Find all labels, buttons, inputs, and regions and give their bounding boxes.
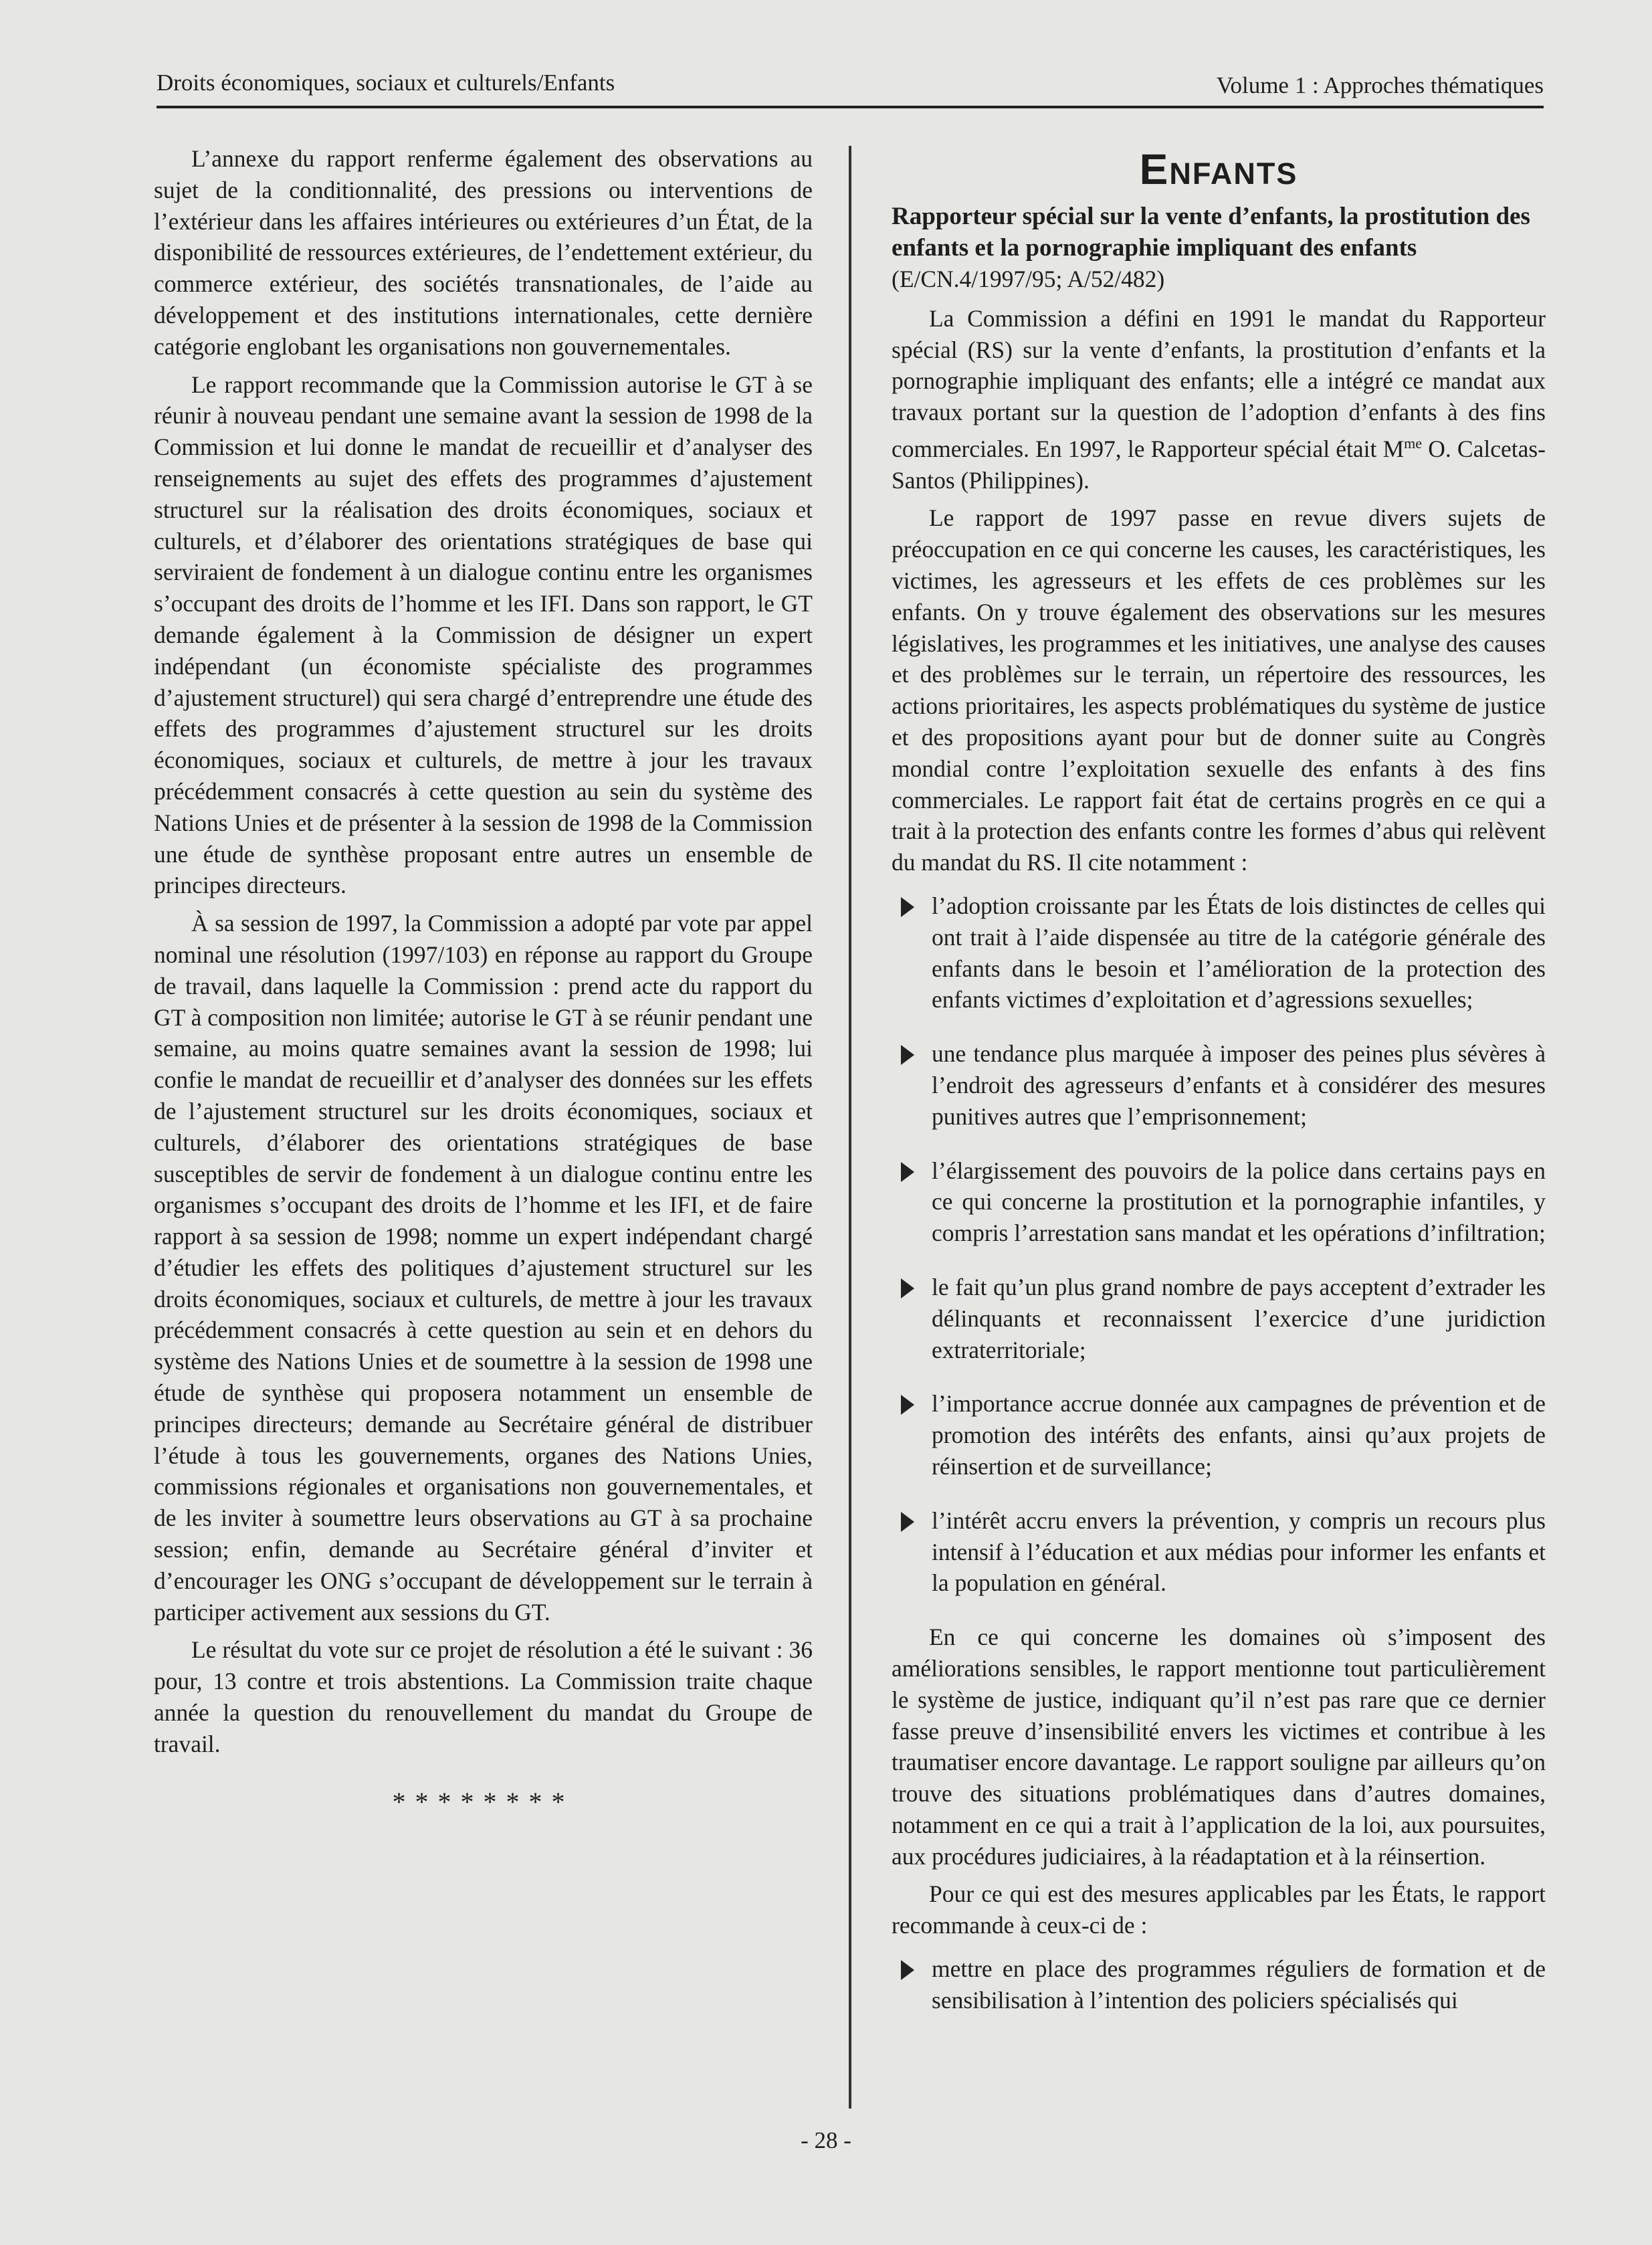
list-item bbox=[892, 1953, 1546, 2016]
triangle-bullet-icon bbox=[901, 1278, 914, 1298]
list-item bbox=[892, 1155, 1546, 1249]
right-paragraph-2: Le rapport de 1997 passe en revue divers sujets de préoccupation en ce qui concerne les causes, les caractéristiques, les victimes, les agresseurs et les effets de ces problèmes sur les enfants. On y trouve également des observations sur les mesures législatives, les programmes et les initiatives, une analyse des causes et des problèmes sur le terrain, un répertoire des ressources, les actions prioritaires, les aspects problématiques du système de justice et des propositions ayant pour but de donner suite au Congrès mondial contre l’exploitation sexuelle des enfants à des fins commerciales. Le rapport fait état de certains progrès en ce qui a trait à la protection des enfants contre les formes d’abus qui relèvent du mandat du RS. Il cite notamment : bbox=[892, 504, 1546, 876]
list-item bbox=[892, 1038, 1546, 1132]
list-item-text: le fait qu’un plus grand nombre de pays acceptent d’extrader les délinquants et reconnaissent l’exercice d’une juridiction extraterritoriale; bbox=[932, 1273, 1546, 1363]
running-header bbox=[157, 64, 1544, 108]
list-item bbox=[892, 1272, 1546, 1365]
triangle-bullet-icon bbox=[901, 1512, 914, 1532]
page-number: - 28 - bbox=[801, 2127, 851, 2153]
triangle-bullet-icon bbox=[901, 1960, 914, 1980]
right-column bbox=[892, 143, 1546, 2039]
para1-suffix: O. Calcetas-Santos (Philippines). bbox=[892, 435, 1546, 494]
left-paragraph-1: L’annexe du rapport renferme également des observations au sujet de la conditionnalité, des pressions ou interventions de l’extérieur dans les affaires intérieures ou extérieures d’un État, de la disponibilité de ressources extérieures, de l’endettement extérieur, du commerce extérieur, des sociétés transnationales, de l’aide au développement et des institutions internationales, cette dernière catégorie englobant les organisations non gouvernementales. bbox=[154, 145, 813, 360]
list-item-text: l’importance accrue donnée aux campagnes de prévention et de promotion des intérêts des enfants, ainsi qu’aux projets de réinsertion et de surveillance; bbox=[932, 1390, 1546, 1480]
list-item-text: l’adoption croissante par les États de lois distinctes de celles qui ont trait à l’aide dispensée au titre de la catégorie générale des enfants dans le besoin et l’amélioration de la protection des enfants victimes d’exploitation et d’agressions sexuelles; bbox=[932, 892, 1546, 1013]
bullet-list-2 bbox=[892, 1953, 1546, 2016]
header-left: Droits économiques, sociaux et culturels/Enfants bbox=[157, 70, 615, 96]
triangle-bullet-icon bbox=[901, 1395, 914, 1415]
list-item-text: une tendance plus marquée à imposer des peines plus sévères à l’endroit des agresseurs d’enfants et à considérer des mesures punitives autres que l’emprisonnement; bbox=[932, 1040, 1546, 1130]
left-paragraph-2: Le rapport recommande que la Commission autorise le GT à se réunir à nouveau pendant une semaine avant la session de 1998 de la Commission et lui donne le mandat de recueillir et d’analyser des renseignements au sujet des effets des programmes d’ajustement structurel sur la réalisation des droits économiques, sociaux et culturels, et d’élaborer des orientations stratégiques de base qui serviraient de fondement à un dialogue continu entre les organismes s’occupant des droits de l’homme et les IFI. Dans son rapport, le GT demande également à la Commission de désigner un expert indépendant (un économiste spécialiste des programmes d’ajustement structurel) qui sera chargé d’entreprendre une étude des effets des programmes d’ajustement structurel sur les droits économiques, sociaux et culturels, de mettre à jour les travaux précédemment consacrés à cette question au sein du système des Nations Unies et de présenter à la session de 1998 de la Commission une étude de synthèse proposant entre autres un ensemble de principes directeurs. bbox=[154, 371, 813, 899]
left-paragraph-3: À sa session de 1997, la Commission a adopté par vote par appel nominal une résolution (1997/103) en réponse au rapport du Groupe de travail, dans laquelle la Commission : prend acte du rapport du GT à composition non limitée; autorise le GT à se réunir pendant une semaine, au moins quatre semaines avant la session de 1998; lui confie le mandat de recueillir et d’analyser des données sur les effets de l’ajustement structurel sur les droits économiques, sociaux et culturels, d’élaborer des orientations stratégiques de base susceptibles de servir de fondement à un dialogue continu entre les organismes s’occupant des droits de l’homme et les IFI, et de faire rapport à sa session de 1998; nomme un expert indépendant chargé d’étudier les effets des politiques d’ajustement structurel sur les droits économiques, sociaux et culturels, de mettre à jour les travaux précédemment consacrés à cette question au sein et en dehors du système des Nations Unies et de soumettre à la session de 1998 une étude de synthèse qui proposera notamment un ensemble de principes directeurs; demande au Secrétaire général de distribuer l’étude à tous les gouvernements, organes des Nations Unies, commissions régionales et organisations non gouvernementales, et de les inviter à soumettre leurs observations au GT à sa prochaine session; enfin, demande au Secrétaire général d’inviter et d’encourager les ONG s’occupant de développement sur le terrain à participer activement aux sessions du GT. bbox=[154, 910, 813, 1626]
left-paragraph-4: Le résultat du vote sur ce projet de résolution a été le suivant : 36 pour, 13 contre et trois abstentions. La Commission traite chaque année la question du renouvellement du mandat du Groupe de travail. bbox=[154, 1636, 813, 1757]
list-item bbox=[892, 1388, 1546, 1482]
right-paragraph-3: En ce qui concerne les domaines où s’imposent des améliorations sensibles, le rapport mentionne tout particulièrement le système de justice, indiquant qu’il n’est pas rare que ce dernier fasse preuve d’insensibilité envers les victimes et contribue à les traumatiser encore davantage. Le rapport souligne par ailleurs qu’on trouve des situations problématiques dans d’autres domaines, notamment en ce qui a trait à l’application de la loi, aux poursuites, aux procédures judiciaires, à la réadaptation et à la réinsertion. bbox=[892, 1624, 1546, 1870]
right-paragraph-4: Pour ce qui est des mesures applicables par les États, le rapport recommande à ceux-ci de : bbox=[892, 1880, 1546, 1939]
left-column bbox=[154, 143, 813, 1818]
list-item-text: l’élargissement des pouvoirs de la police dans certains pays en ce qui concerne la prostitution et la pornographie infantiles, y compris l’arrestation sans mandat et les opérations d’infiltration; bbox=[932, 1157, 1546, 1247]
right-paragraph-1 bbox=[892, 303, 1546, 496]
header-right: Volume 1 : Approches thématiques bbox=[1216, 72, 1544, 98]
list-item-text: mettre en place des programmes réguliers de formation et de sensibilisation à l’intention des policiers spécialisés qui bbox=[932, 1955, 1546, 2014]
section-title: Enfants bbox=[1139, 145, 1298, 193]
list-item bbox=[892, 890, 1546, 1015]
para1-sup: me bbox=[1404, 434, 1423, 452]
triangle-bullet-icon bbox=[901, 897, 914, 917]
document-reference: (E/CN.4/1997/95; A/52/482) bbox=[892, 266, 1165, 292]
column-divider bbox=[849, 146, 851, 2109]
section-separator: ******** bbox=[392, 1786, 575, 1817]
list-item bbox=[892, 1505, 1546, 1599]
triangle-bullet-icon bbox=[901, 1162, 914, 1182]
list-item-text: l’intérêt accru envers la prévention, y compris un recours plus intensif à l’éducation et aux médias pour informer les enfants et la population en général. bbox=[932, 1506, 1546, 1597]
section-subtitle: Rapporteur spécial sur la vente d’enfants, la prostitution des enfants et la pornographie impliquant des enfants bbox=[892, 203, 1530, 262]
triangle-bullet-icon bbox=[901, 1045, 914, 1065]
bullet-list-1 bbox=[892, 890, 1546, 1599]
para1-prefix: La Commission a défini en 1991 le mandat du Rapporteur spécial (RS) sur la vente d’enfants, la prostitution d’enfants et la pornographie impliquant des enfants; elle a intégré ce mandat aux travaux portant sur la question de l’adoption d’enfants à des fins commerciales. En 1997, le Rapporteur spécial était M bbox=[892, 304, 1546, 462]
